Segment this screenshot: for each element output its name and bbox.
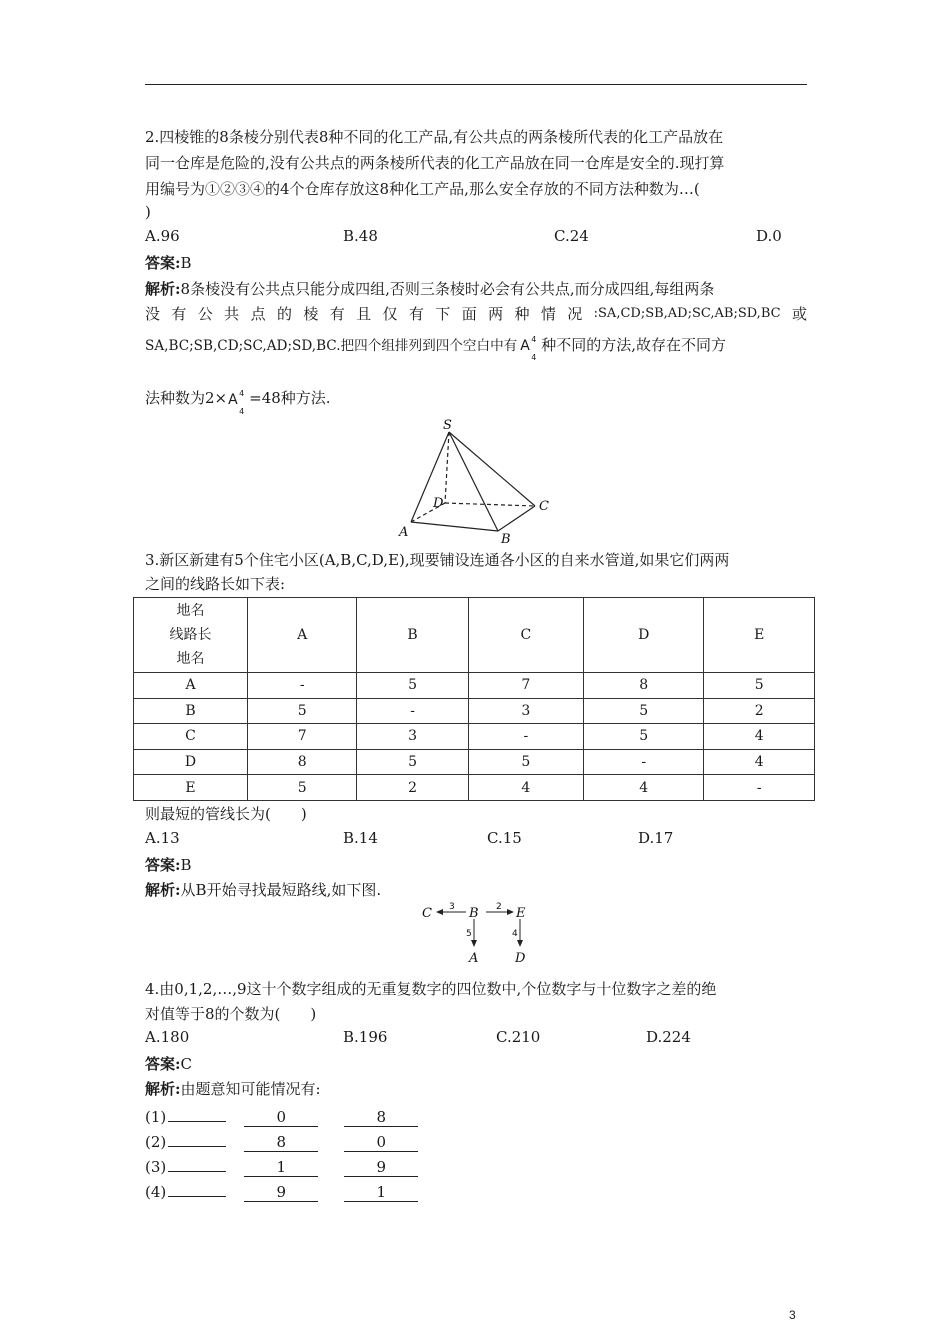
table-col-header: D — [583, 598, 703, 673]
q2-option-c: C.24 — [554, 227, 589, 245]
table-row — [134, 749, 815, 775]
edge-BC — [498, 506, 535, 531]
q3-question: 则最短的管线长为( ) — [145, 805, 307, 823]
table-cell: 2 — [357, 775, 468, 801]
table-cell: E — [134, 775, 248, 801]
table-col-header: A — [248, 598, 357, 673]
case-value-a: 0 — [244, 1108, 318, 1127]
table-cell: 5 — [248, 775, 357, 801]
table-cell: 5 — [704, 673, 815, 699]
case-value-b: 0 — [344, 1133, 418, 1152]
table-cell: 8 — [583, 673, 703, 699]
blank-underline — [168, 1153, 226, 1172]
table-header-row — [134, 598, 815, 673]
case-value-b: 8 — [344, 1108, 418, 1127]
case-value-b: 1 — [344, 1183, 418, 1202]
node-b: B — [469, 906, 479, 921]
table-col-header: B — [357, 598, 468, 673]
table-cell: 5 — [357, 749, 468, 775]
table-row — [134, 698, 815, 724]
edge-SB — [449, 432, 498, 531]
table-cell: - — [468, 724, 583, 750]
table-cell: 5 — [583, 724, 703, 750]
table-cell: 3 — [357, 724, 468, 750]
q3-text-line-1: 3.新区新建有5个住宅小区(A,B,C,D,E),现要铺设连通各小区的自来水管道,如果它们两两 — [145, 551, 730, 569]
q4-option-c: C.210 — [496, 1028, 541, 1046]
table-cell: - — [248, 673, 357, 699]
edge-DC — [445, 503, 535, 506]
blank-underline — [168, 1128, 226, 1147]
edge-SC — [449, 432, 535, 506]
q2-analysis-line-1: 解析:8条棱没有公共点只能分成四组,否则三条棱时必会有公共点,而分成四组,每组两条 — [145, 280, 715, 298]
table-row — [134, 775, 815, 801]
table-cell: 8 — [248, 749, 357, 775]
node-a: A — [469, 951, 479, 966]
q2-text-line-3: 用编号为①②③④的4个仓库存放这8种化工产品,那么安全存放的不同方法种数为…( — [145, 180, 700, 198]
q2-analysis-line-4: 法种数为2× A 4 4 =48种方法. — [145, 381, 331, 409]
case-row-1: (1) 0 8 — [145, 1103, 418, 1128]
distance-table — [133, 597, 815, 801]
q2-text-line-1: 2.四棱锥的8条棱分别代表8种不同的化工产品,有公共点的两条棱所代表的化工产品放在 — [145, 128, 724, 146]
page-number: 3 — [789, 1308, 796, 1322]
table-cell: B — [134, 698, 248, 724]
perm-symbol: A 4 4 — [228, 389, 245, 416]
table-cell: 5 — [248, 698, 357, 724]
q2-analysis-line-3: SA,BC;SB,CD;SC,AD;SD,BC.把四个组排列到四个空白中有 A 4 4 种不同的方法,故存在不同方 — [145, 328, 726, 357]
pyramid-figure — [392, 415, 562, 550]
weight-label: 3 — [449, 902, 455, 912]
table-cell: A — [134, 673, 248, 699]
q3-analysis: 解析:从B开始寻找最短路线,如下图. — [145, 881, 382, 899]
q3-text-line-2: 之间的线路长如下表: — [145, 575, 286, 593]
q4-option-d: D.224 — [646, 1028, 691, 1046]
q4-option-a: A.180 — [145, 1028, 190, 1046]
q2-option-d: D.0 — [756, 227, 782, 245]
q4-answer: 答案:C — [145, 1055, 193, 1073]
q3-option-d: D.17 — [638, 829, 674, 847]
table-cell: 2 — [704, 698, 815, 724]
node-c: C — [422, 906, 432, 921]
table-cell: 5 — [468, 749, 583, 775]
q3-option-a: A.13 — [145, 829, 180, 847]
route-diagram — [415, 900, 540, 968]
table-cell: 5 — [583, 698, 703, 724]
perm-symbol: A 4 4 — [520, 335, 537, 362]
weight-label: 2 — [496, 902, 502, 912]
q2-option-a: A.96 — [145, 227, 180, 245]
table-col-header: E — [704, 598, 815, 673]
table-cell: - — [583, 749, 703, 775]
edge-AB — [411, 522, 498, 531]
node-e: E — [516, 906, 526, 921]
q4-text-line-2: 对值等于8的个数为( ) — [145, 1005, 317, 1023]
table-cell: 4 — [704, 749, 815, 775]
table-cell: 4 — [583, 775, 703, 801]
vertex-label-c: C — [539, 499, 549, 514]
q2-analysis-line-2: 没 有 公 共 点 的 棱 有 且 仅 有 下 面 两 种 情 况 :SA,CD;SB,AD;SC,AB;SD,BC 或 — [145, 305, 807, 323]
table-cell: - — [357, 698, 468, 724]
table-cell: D — [134, 749, 248, 775]
table-cell: 7 — [468, 673, 583, 699]
q4-text-line-1: 4.由0,1,2,…,9这十个数字组成的无重复数字的四位数中,个位数字与十位数字之差的绝 — [145, 980, 717, 998]
q3-option-b: B.14 — [343, 829, 378, 847]
vertex-label-a: A — [399, 525, 409, 540]
table-cell: 7 — [248, 724, 357, 750]
vertex-label-d: D — [433, 496, 444, 511]
q3-option-c: C.15 — [487, 829, 522, 847]
edge-SD — [445, 432, 449, 503]
table-row — [134, 673, 815, 699]
vertex-label-s: S — [443, 418, 452, 433]
q3-answer: 答案:B — [145, 856, 192, 874]
q4-analysis: 解析:由题意知可能情况有: — [145, 1080, 321, 1098]
q2-answer: 答案:B — [145, 254, 192, 272]
weight-label: 4 — [512, 929, 518, 939]
weight-label: 5 — [466, 929, 472, 939]
case-value-a: 8 — [244, 1133, 318, 1152]
case-row-3: (3) 1 9 — [145, 1153, 418, 1178]
table-cell: 3 — [468, 698, 583, 724]
node-d: D — [515, 951, 526, 966]
case-value-a: 1 — [244, 1158, 318, 1177]
table-col-header: C — [468, 598, 583, 673]
case-value-b: 9 — [344, 1158, 418, 1177]
table-cell: 5 — [357, 673, 468, 699]
case-row-4: (4) 9 1 — [145, 1178, 418, 1203]
case-value-a: 9 — [244, 1183, 318, 1202]
case-row-2: (2) 8 0 — [145, 1128, 418, 1153]
q2-option-b: B.48 — [343, 227, 378, 245]
table-cell: C — [134, 724, 248, 750]
table-cell: 4 — [704, 724, 815, 750]
blank-underline — [168, 1178, 226, 1197]
q4-option-b: B.196 — [343, 1028, 388, 1046]
blank-underline — [168, 1103, 226, 1122]
table-corner-cell: 地名 线路长 地名 — [134, 598, 248, 673]
table-cell: 4 — [468, 775, 583, 801]
q2-text-line-4: ) — [145, 203, 151, 221]
table-row — [134, 724, 815, 750]
vertex-label-b: B — [501, 532, 511, 547]
q2-text-line-2: 同一仓库是危险的,没有公共点的两条棱所代表的化工产品放在同一仓库是安全的.现打算 — [145, 154, 725, 172]
table-cell: - — [704, 775, 815, 801]
header-rule — [145, 84, 807, 85]
